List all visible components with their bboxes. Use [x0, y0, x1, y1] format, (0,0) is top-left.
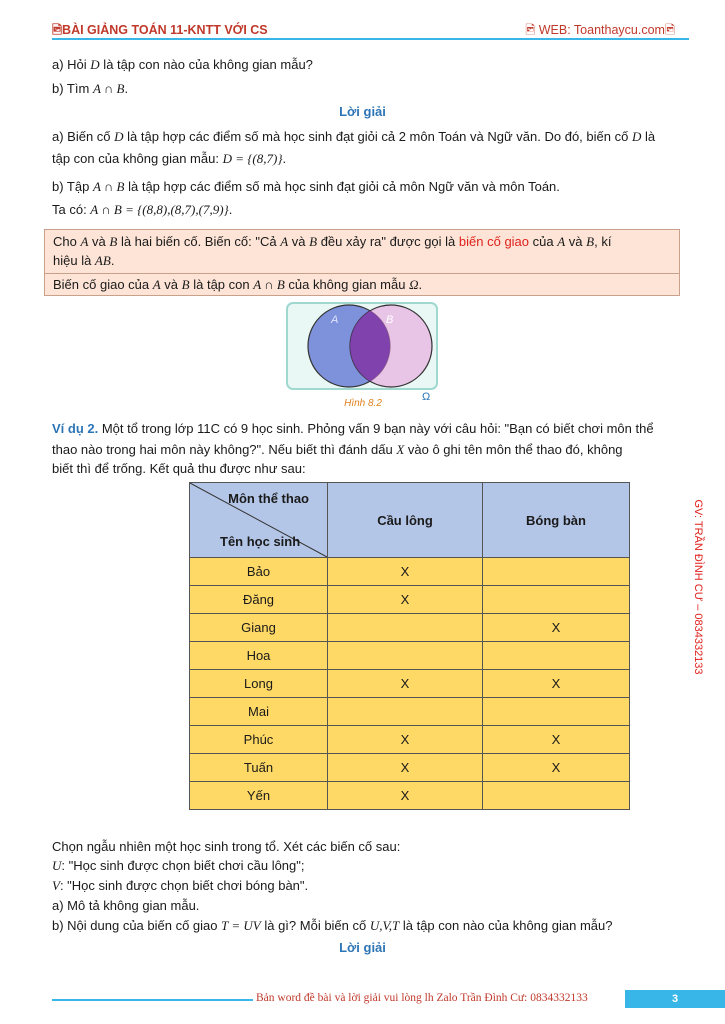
definition-line-1: Cho A và B là hai biến cố. Biến cố: "Cả A và B đều xảy ra" được gọi là biến cố giao của A và B, kí — [53, 234, 612, 249]
cell-student-name: Mai — [190, 698, 328, 726]
definition-line-2: hiệu là AB. — [53, 253, 115, 268]
answer-a-line-1: a) Biến cố D là tập hợp các điểm số mà học sinh đạt giỏi cả 2 môn Toán và Ngữ văn. Do đó, biến cố D là — [52, 129, 656, 144]
page-footer — [52, 990, 725, 1010]
header-title: 🖻BÀI GIẢNG TOÁN 11-KNTT VỚI CS — [52, 23, 268, 37]
cell-student-name: Tuấn — [190, 754, 328, 782]
table-corner-cell — [190, 483, 328, 558]
question-a: a) Hỏi D là tập con nào của không gian mẫu? — [52, 57, 313, 72]
cell-student-name: Hoa — [190, 642, 328, 670]
definition-line-3: Biến cố giao của A và B là tập con A ∩ B của không gian mẫu Ω. — [53, 277, 423, 292]
venn-diagram — [283, 299, 443, 414]
table-row — [190, 782, 630, 810]
cell-table-tennis: X — [483, 670, 630, 698]
question-b: b) Tìm A ∩ B. — [52, 81, 129, 96]
after-line-5: b) Nội dung của biến cố giao T = UV là gì? Mỗi biến cố U,V,T là tập con nào của không gian mẫu? — [52, 918, 613, 933]
definition-divider — [45, 273, 679, 274]
page-header — [52, 18, 689, 40]
venn-label-b: B — [386, 314, 394, 326]
cell-table-tennis: X — [483, 614, 630, 642]
example-2-line-1: Ví dụ 2. Một tổ trong lớp 11C có 9 học sinh. Phỏng vấn 9 bạn này với câu hỏi: "Bạn có biết chơi môn thể — [52, 421, 654, 436]
header-table-tennis: Bóng bàn — [483, 483, 630, 558]
table-row — [190, 754, 630, 782]
header-rule — [52, 38, 689, 40]
table-row — [190, 698, 630, 726]
cell-table-tennis: X — [483, 754, 630, 782]
cell-table-tennis — [483, 698, 630, 726]
cell-student-name: Bảo — [190, 558, 328, 586]
solution-heading-2: Lời giải — [339, 940, 386, 955]
cell-student-name: Giang — [190, 614, 328, 642]
header-student: Tên học sinh — [220, 534, 301, 549]
cell-table-tennis — [483, 642, 630, 670]
solution-heading-1: Lời giải — [339, 104, 386, 119]
cell-student-name: Long — [190, 670, 328, 698]
venn-label-a: A — [331, 314, 339, 326]
answer-b-line-1: b) Tập A ∩ B là tập hợp các điểm số mà học sinh đạt giỏi cả môn Ngữ văn và môn Toán. — [52, 179, 560, 194]
cell-table-tennis — [483, 558, 630, 586]
example-2-line-2: thao nào trong hai môn này không?". Nếu biết thì đánh dấu X vào ô ghi tên môn thể thao đó, không — [52, 442, 623, 457]
table-row — [190, 614, 630, 642]
table-row — [190, 670, 630, 698]
answer-b-line-2: Ta có: A ∩ B = {(8,8),(8,7),(7,9)}. — [52, 202, 233, 217]
cell-badminton: X — [328, 782, 483, 810]
page-number: 3 — [625, 990, 725, 1008]
after-line-1: Chọn ngẫu nhiên một học sinh trong tổ. Xét các biến cố sau: — [52, 839, 401, 854]
cell-table-tennis — [483, 782, 630, 810]
table-header-row — [190, 483, 630, 558]
cell-badminton: X — [328, 754, 483, 782]
table-row — [190, 586, 630, 614]
cell-badminton — [328, 642, 483, 670]
cell-badminton: X — [328, 586, 483, 614]
header-badminton: Cầu lông — [328, 483, 483, 558]
cell-badminton: X — [328, 726, 483, 754]
answer-a-line-2: tập con của không gian mẫu: D = {(8,7)}. — [52, 151, 287, 166]
cell-student-name: Yến — [190, 782, 328, 810]
definition-box — [44, 229, 680, 296]
example-2-line-3: biết thì để trống. Kết quả thu được như sau: — [52, 461, 306, 476]
after-line-3: V: "Học sinh được chọn biết chơi bóng bàn". — [52, 878, 309, 893]
venn-label-omega: Ω — [422, 391, 431, 403]
cell-student-name: Đăng — [190, 586, 328, 614]
highlight-term: biến cố giao — [458, 234, 530, 249]
cell-badminton — [328, 698, 483, 726]
footer-rule — [52, 999, 253, 1001]
cell-table-tennis: X — [483, 726, 630, 754]
header-web[interactable]: 🖻 WEB: Toanthaycu.com🖻 — [525, 23, 675, 37]
figure-caption: Hình 8.2 — [344, 398, 382, 409]
cell-student-name: Phúc — [190, 726, 328, 754]
footer-text: Bản word đề bài và lời giải vui lòng lh Zalo Trần Đình Cư: 0834332133 — [256, 992, 588, 1004]
survey-table — [189, 482, 630, 810]
after-line-4: a) Mô tả không gian mẫu. — [52, 898, 200, 913]
cell-table-tennis — [483, 586, 630, 614]
table-row — [190, 726, 630, 754]
table-row — [190, 642, 630, 670]
cell-badminton: X — [328, 670, 483, 698]
cell-badminton: X — [328, 558, 483, 586]
cell-badminton — [328, 614, 483, 642]
table-row — [190, 558, 630, 586]
header-sport: Môn thể thao — [228, 491, 309, 506]
after-line-2: U: "Học sinh được chọn biết chơi cầu lông"; — [52, 858, 305, 873]
side-author-text: GV: TRẦN ĐÌNH CƯ – 0834332133 — [692, 499, 704, 675]
example-label: Ví dụ 2. — [52, 421, 99, 436]
